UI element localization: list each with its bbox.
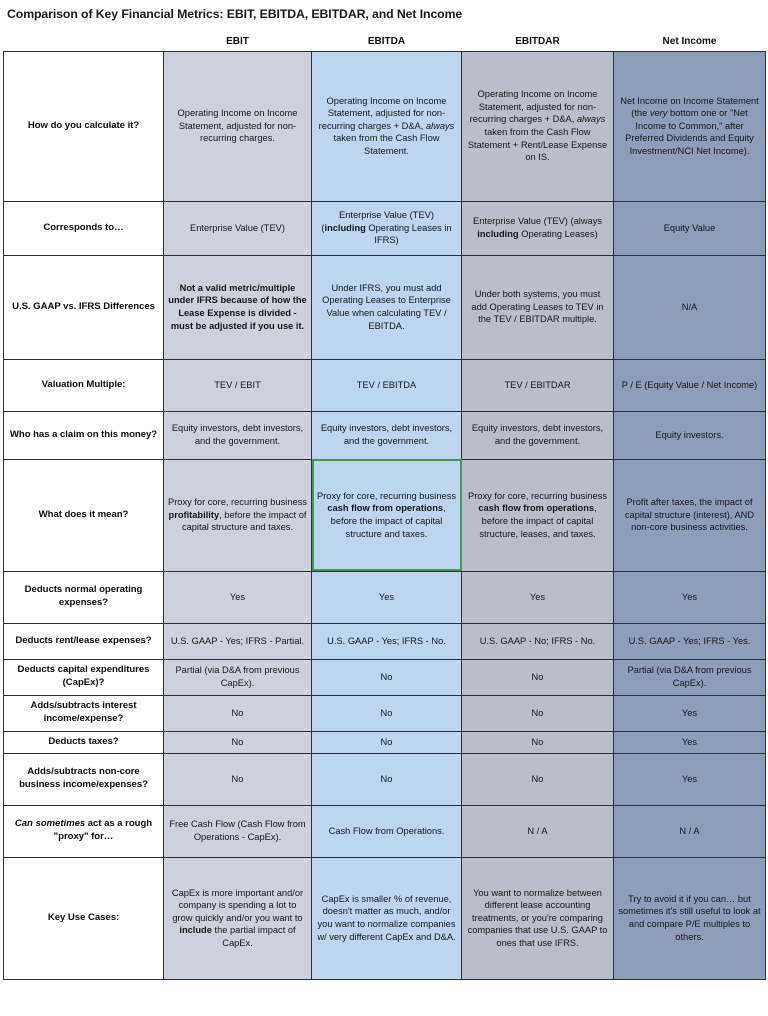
cell-net-income[interactable]: P / E (Equity Value / Net Income) [614, 359, 766, 411]
cell-ebitda[interactable]: No [312, 731, 462, 753]
cell-ebitdar[interactable]: No [462, 695, 614, 731]
row-label-cell: Corresponds to… [4, 201, 164, 255]
cell-ebitdar[interactable]: Operating Income on Income Statement, adjusted for non-recurring charges + D&A, always taken from the Cash Flow Statement + Rent/Lease Expense on IS. [462, 51, 614, 201]
cell-ebit[interactable]: Equity investors, debt investors, and the government. [164, 411, 312, 459]
cell-ebitda[interactable]: U.S. GAAP - Yes; IFRS - No. [312, 623, 462, 659]
cell-ebitdar[interactable]: Equity investors, debt investors, and the government. [462, 411, 614, 459]
cell-ebitda[interactable]: Enterprise Value (TEV) (including Operating Leases in IFRS) [312, 201, 462, 255]
table-row [4, 623, 766, 659]
cell-ebit[interactable]: Proxy for core, recurring business profitability, before the impact of capital structure and taxes. [164, 459, 312, 571]
row-label-cell: What does it mean? [4, 459, 164, 571]
cell-ebitda[interactable]: No [312, 695, 462, 731]
column-header-ebitdar: EBITDAR [462, 29, 614, 51]
cell-net-income[interactable]: Equity investors. [614, 411, 766, 459]
row-label-cell: Adds/subtracts interest income/expense? [4, 695, 164, 731]
table-body [4, 51, 766, 979]
table-row [4, 255, 766, 359]
table-row [4, 51, 766, 201]
cell-ebit[interactable]: TEV / EBIT [164, 359, 312, 411]
cell-ebit[interactable]: CapEx is more important and/or company is spending a lot to grow quickly and/or you want to include the partial impact of CapEx. [164, 857, 312, 979]
row-label-cell: Deducts normal operating expenses? [4, 571, 164, 623]
cell-ebit[interactable]: No [164, 753, 312, 805]
table-row [4, 411, 766, 459]
column-header-net-income: Net Income [614, 29, 766, 51]
table-row [4, 359, 766, 411]
cell-net-income[interactable]: Yes [614, 695, 766, 731]
column-header-ebitda: EBITDA [312, 29, 462, 51]
cell-net-income[interactable]: U.S. GAAP - Yes; IFRS - Yes. [614, 623, 766, 659]
table-row [4, 753, 766, 805]
column-header-ebit: EBIT [164, 29, 312, 51]
cell-net-income[interactable]: Profit after taxes, the impact of capital structure (interest), AND non-core business activities. [614, 459, 766, 571]
cell-ebitdar[interactable]: TEV / EBITDAR [462, 359, 614, 411]
column-header-blank [4, 29, 164, 51]
cell-net-income[interactable]: Try to avoid it if you can… but sometimes it's still useful to look at and compare P/E multiples to others. [614, 857, 766, 979]
cell-ebitdar[interactable]: Enterprise Value (TEV) (always including Operating Leases) [462, 201, 614, 255]
cell-net-income[interactable]: Equity Value [614, 201, 766, 255]
page-title: Comparison of Key Financial Metrics: EBIT, EBITDA, EBITDAR, and Net Income [7, 7, 463, 21]
row-label-cell: Who has a claim on this money? [4, 411, 164, 459]
cell-ebitda[interactable]: No [312, 659, 462, 695]
row-label-cell: Deducts capital expenditures (CapEx)? [4, 659, 164, 695]
cell-net-income[interactable]: N/A [614, 255, 766, 359]
cell-ebit[interactable]: Operating Income on Income Statement, adjusted for non-recurring charges. [164, 51, 312, 201]
row-label-cell: Key Use Cases: [4, 857, 164, 979]
row-label-cell: Deducts rent/lease expenses? [4, 623, 164, 659]
cell-ebitda[interactable]: Operating Income on Income Statement, adjusted for non-recurring charges + D&A, always taken from the Cash Flow Statement. [312, 51, 462, 201]
row-label-cell: Can sometimes act as a rough "proxy" for… [4, 805, 164, 857]
table-row [4, 459, 766, 571]
cell-ebitda[interactable]: Equity investors, debt investors, and the government. [312, 411, 462, 459]
cell-net-income[interactable]: Yes [614, 571, 766, 623]
table-row [4, 201, 766, 255]
cell-ebit[interactable]: Not a valid metric/multiple under IFRS because of how the Lease Expense is divided - must be adjusted if you use it. [164, 255, 312, 359]
table-row [4, 571, 766, 623]
cell-net-income[interactable]: Yes [614, 731, 766, 753]
cell-ebitda[interactable]: Under IFRS, you must add Operating Leases to Enterprise Value when calculating TEV / EBITDA. [312, 255, 462, 359]
table-row [4, 857, 766, 979]
row-label-cell: How do you calculate it? [4, 51, 164, 201]
cell-ebitdar[interactable]: U.S. GAAP - No; IFRS - No. [462, 623, 614, 659]
cell-ebit[interactable]: Enterprise Value (TEV) [164, 201, 312, 255]
row-label-cell: Valuation Multiple: [4, 359, 164, 411]
cell-ebitda[interactable]: Yes [312, 571, 462, 623]
table-row [4, 805, 766, 857]
cell-net-income[interactable]: Net Income on Income Statement (the very bottom one or "Net Income to Common," after Preferred Dividends and Equity Investment/NCI Net Income). [614, 51, 766, 201]
table-row [4, 731, 766, 753]
cell-ebit[interactable]: No [164, 731, 312, 753]
cell-net-income[interactable]: N / A [614, 805, 766, 857]
table-row [4, 659, 766, 695]
row-label-cell: Adds/subtracts non-core business income/expenses? [4, 753, 164, 805]
cell-ebitdar[interactable]: Under both systems, you must add Operating Leases to TEV in the TEV / EBITDAR multiple. [462, 255, 614, 359]
cell-ebitda[interactable]: CapEx is smaller % of revenue, doesn't matter as much, and/or you want to normalize companies w/ very different CapEx and D&A. [312, 857, 462, 979]
table-row [4, 695, 766, 731]
row-label-cell: Deducts taxes? [4, 731, 164, 753]
cell-ebitdar[interactable]: You want to normalize between different lease accounting treatments, or you're comparing companies that use U.S. GAAP to ones that use IFRS. [462, 857, 614, 979]
cell-ebitda[interactable]: No [312, 753, 462, 805]
cell-ebitda[interactable]: Cash Flow from Operations. [312, 805, 462, 857]
cell-ebit[interactable]: Free Cash Flow (Cash Flow from Operations - CapEx). [164, 805, 312, 857]
row-label-cell: U.S. GAAP vs. IFRS Differences [4, 255, 164, 359]
cell-ebit[interactable]: Yes [164, 571, 312, 623]
cell-net-income[interactable]: Partial (via D&A from previous CapEx). [614, 659, 766, 695]
cell-ebitdar[interactable]: Yes [462, 571, 614, 623]
cell-ebit[interactable]: U.S. GAAP - Yes; IFRS - Partial. [164, 623, 312, 659]
cell-ebitdar[interactable]: No [462, 753, 614, 805]
table-column-header-row [4, 29, 766, 51]
cell-net-income[interactable]: Yes [614, 753, 766, 805]
cell-ebitdar[interactable]: N / A [462, 805, 614, 857]
financial-metrics-comparison-table [3, 29, 766, 980]
cell-ebitdar[interactable]: No [462, 659, 614, 695]
cell-ebit[interactable]: No [164, 695, 312, 731]
cell-ebitdar[interactable]: Proxy for core, recurring business cash flow from operations, before the impact of capital structure, leases, and taxes. [462, 459, 614, 571]
cell-ebitda[interactable]: TEV / EBITDA [312, 359, 462, 411]
cell-ebitda-selected[interactable]: Proxy for core, recurring business cash flow from operations, before the impact of capital structure and taxes. [312, 459, 462, 571]
cell-ebitdar[interactable]: No [462, 731, 614, 753]
cell-ebit[interactable]: Partial (via D&A from previous CapEx). [164, 659, 312, 695]
